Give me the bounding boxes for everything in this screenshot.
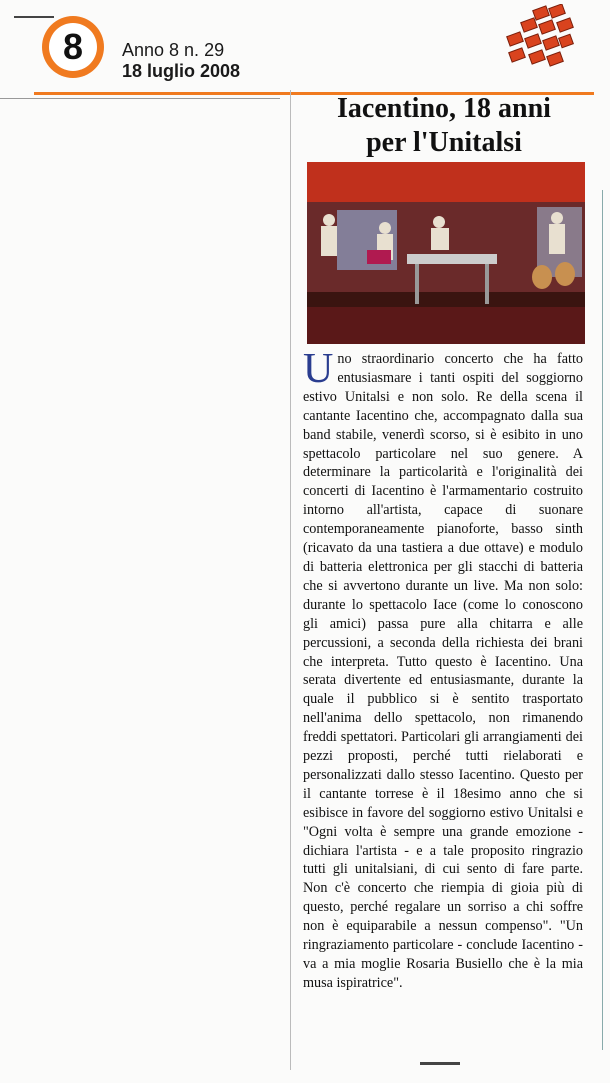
drop-cap: U: [303, 346, 334, 392]
article-body-text: no straordinario concerto che ha fatto entusiasmare i tanti ospiti del soggiorno estivo Unitalsi e non solo. Re della scena il cantante Iacentino che, accompagnato dalla sua band stabile, venerdì scorso, si è esibito in uno spettacolo particolare nel suo genere. A determinare la particolarità e l'originalità dei concerti di Iacentino è l'armamentario costruito intorno all'artista, capace di suonare contemporaneamente pianoforte, basso sinth (ricavato da una tastiera a due ottave) e modulo di batteria elettronica per gli stacchi di batteria che si avvertono durante un live. Ma non solo: durante lo spettacolo Iace (come lo conoscono gli amici) passa pure alla chitarra e alle percussioni, a seconda della richiesta dei brani che interpreta. Tutto questo è Iacentino. Una serata divertente ed entusiasmante, durante la quale il pubblico si è sentito trasportato nell'anima dello spettacolo, non rimanendo freddi spettatori. Particolari gli arrangiamenti dei pezzi proposti, perché tutti rielaborati e personalizzati dallo stesso Iacentino. Questo per il cantante torrese è il 18esimo anno che si esibisce in favore del soggiorno estivo Unitalsi e "Ogni volta è sempre una grande emozione - dichiara l'artista - e a tale proposito ringrazio tutti gli unitalsiani, di cui sento di fare parte. Non c'è concerto che riempia di gioia più di questo, perché regalare un sorriso a chi soffre non è equiparabile a nessun compenso". "Un ringraziamento particolare - conclude Iacentino - va a mia moglie Rosaria Busiello che è la mia musa ispiratrice".: [303, 351, 583, 991]
article-body: [303, 346, 583, 993]
article: [290, 90, 597, 1070]
bottom-mark: [420, 1062, 460, 1065]
headline-line-1: Iacentino, 18 anni: [337, 93, 551, 124]
header-thin-rule: [0, 98, 280, 99]
article-headline: [291, 92, 597, 160]
concert-photo: [307, 162, 585, 344]
article-right-rule: [602, 190, 603, 1050]
issue-date: 18 luglio 2008: [122, 61, 241, 81]
page-number: 8: [49, 23, 97, 71]
band-photo-image: [307, 162, 585, 344]
page-number-badge: [42, 16, 104, 78]
headline-line-2: per l'Unitalsi: [366, 127, 522, 158]
top-left-rule: [14, 16, 54, 18]
publication-logo-icon: [500, 4, 576, 74]
issue-number: Anno 8 n. 29: [122, 40, 225, 60]
issue-info: [122, 40, 240, 82]
